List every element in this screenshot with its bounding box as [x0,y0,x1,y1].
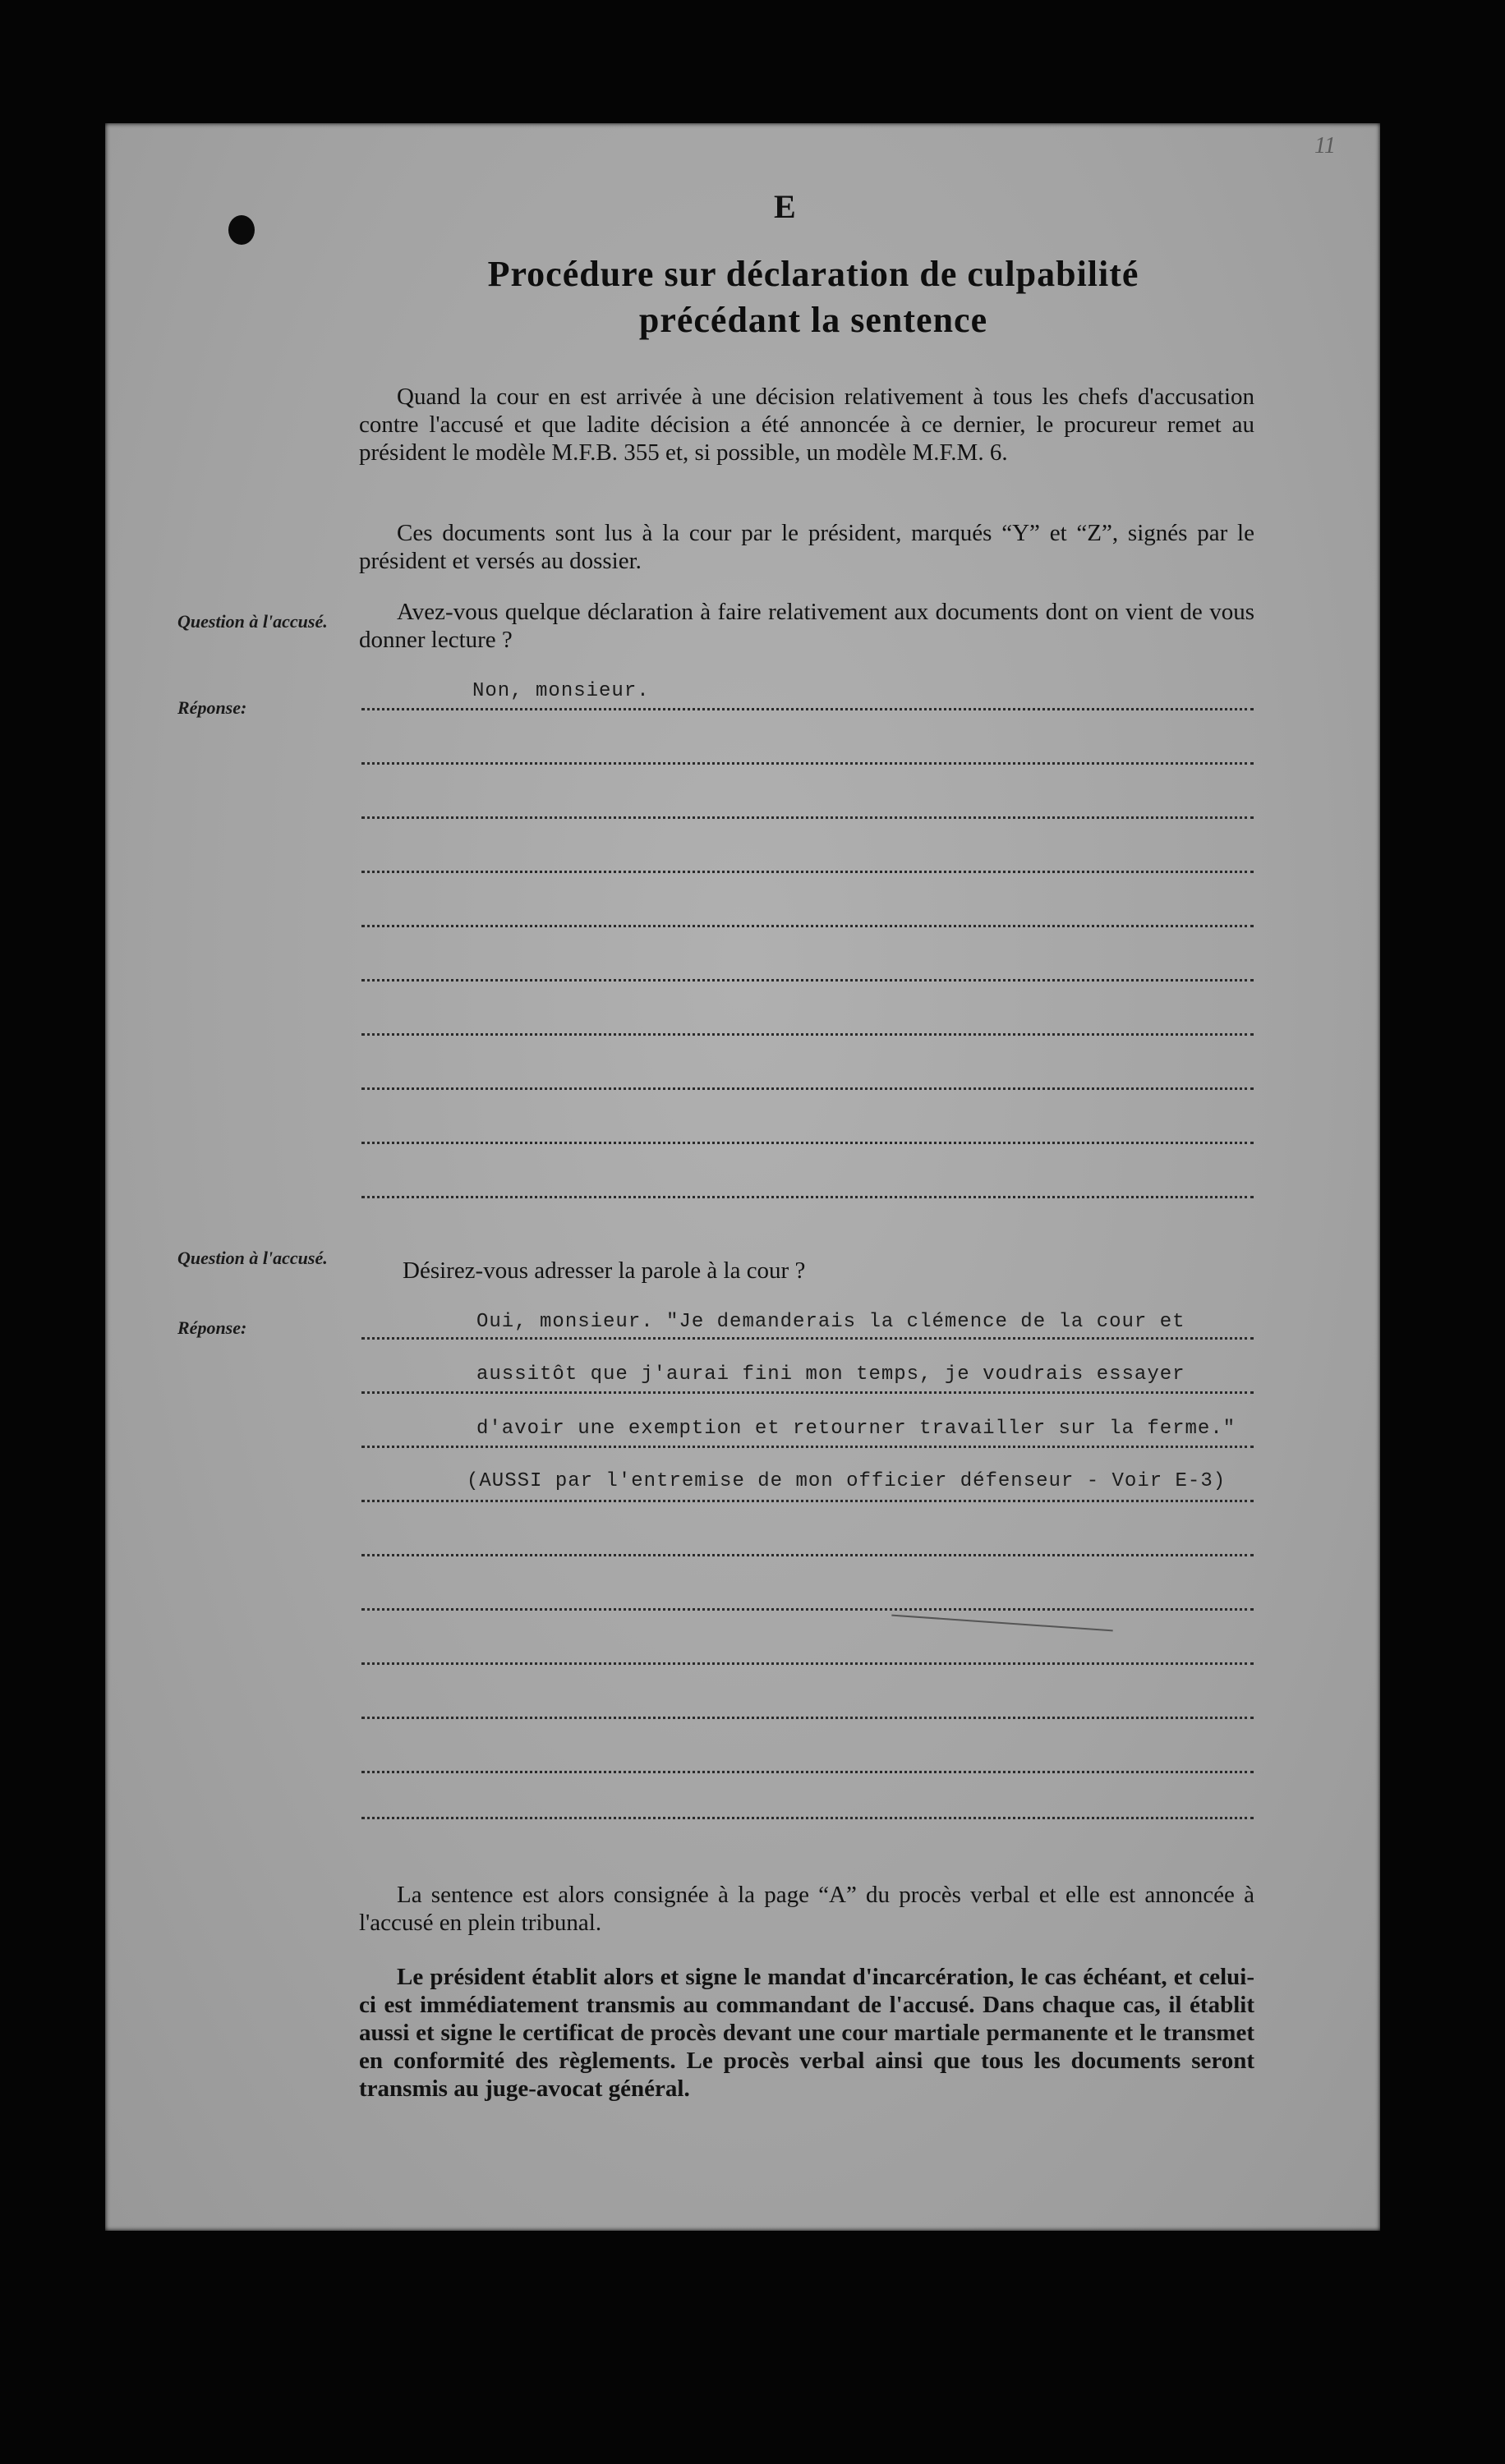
side-label-answer-1: Réponse: [177,697,247,718]
answer-line [361,708,1254,710]
answer-line [361,1662,1254,1665]
page-title-line-1: Procédure sur déclaration de culpabilité [487,254,1139,294]
intro-paragraph-1: Quand la cour en est arrivée à une décision relativement à tous les chefs d'accusation contre l'accusé et que ladite décision a été annoncée à ce dernier, le procureur remet au président le modèle M.F.B. 355 et, si possible, un modèle M.F.M. 6. [359,384,1254,466]
answer-line [361,1500,1254,1502]
section-letter: E [774,188,796,225]
answer-2-line-3: d'avoir une exemption et retourner travailler sur la ferme." [476,1418,1236,1440]
side-label-question-2: Question à l'accusé. [177,1248,328,1268]
answer-1-typed: Non, monsieur. [472,680,650,702]
closing-paragraph-2: Le président établit alors et signe le mandat d'incarcération, le cas échéant, et celui-ci est immédiatement transmis au commandant de l'accusé. Dans chaque cas, il établit aussi et signe le certificat de procès devant une cour martiale permanente et le transmet en conformité des règlements. Le procès verbal ainsi que tous les documents seront transmis au juge-avocat général. [359,1964,1254,2102]
answer-line [361,1608,1254,1611]
page-number-annotation: 11 [1314,133,1336,159]
answer-line [361,1142,1254,1144]
answer-line [361,1446,1254,1448]
question-2-text: Désirez-vous adresser la parole à la cour ? [403,1257,806,1284]
answer-2-line-4: (AUSSI par l'entremise de mon officier défenseur - Voir E-3) [467,1470,1227,1492]
answer-line [361,1817,1254,1819]
answer-line [361,1771,1254,1773]
answer-line [361,871,1254,873]
answer-line [361,1087,1254,1090]
answer-line [361,1554,1254,1556]
question-1-text: Avez-vous quelque déclaration à faire relativement aux documents dont on vient de vous donner lecture ? [359,599,1254,653]
answer-line [361,1337,1254,1340]
answer-line [361,762,1254,765]
answer-line [361,816,1254,819]
answer-line [361,1717,1254,1719]
punch-hole-mark [228,215,255,245]
side-label-question-1: Question à l'accusé. [177,611,328,632]
answer-2-line-1: Oui, monsieur. "Je demanderais la clémence de la cour et [476,1311,1185,1333]
answer-2-line-2: aussitôt que j'aurai fini mon temps, je voudrais essayer [476,1363,1185,1386]
answer-line [361,979,1254,981]
intro-paragraph-2: Ces documents sont lus à la cour par le président, marqués “Y” et “Z”, signés par le président et versés au dossier. [359,520,1254,574]
closing-paragraph-1: La sentence est alors consignée à la page “A” du procès verbal et elle est annoncée à l'accusé en plein tribunal. [359,1882,1254,1936]
answer-line [361,1391,1254,1394]
side-label-answer-2: Réponse: [177,1317,247,1338]
answer-line [361,1196,1254,1198]
answer-line [361,1033,1254,1036]
page-title-line-2: précédant la sentence [638,300,988,340]
answer-line [361,925,1254,927]
